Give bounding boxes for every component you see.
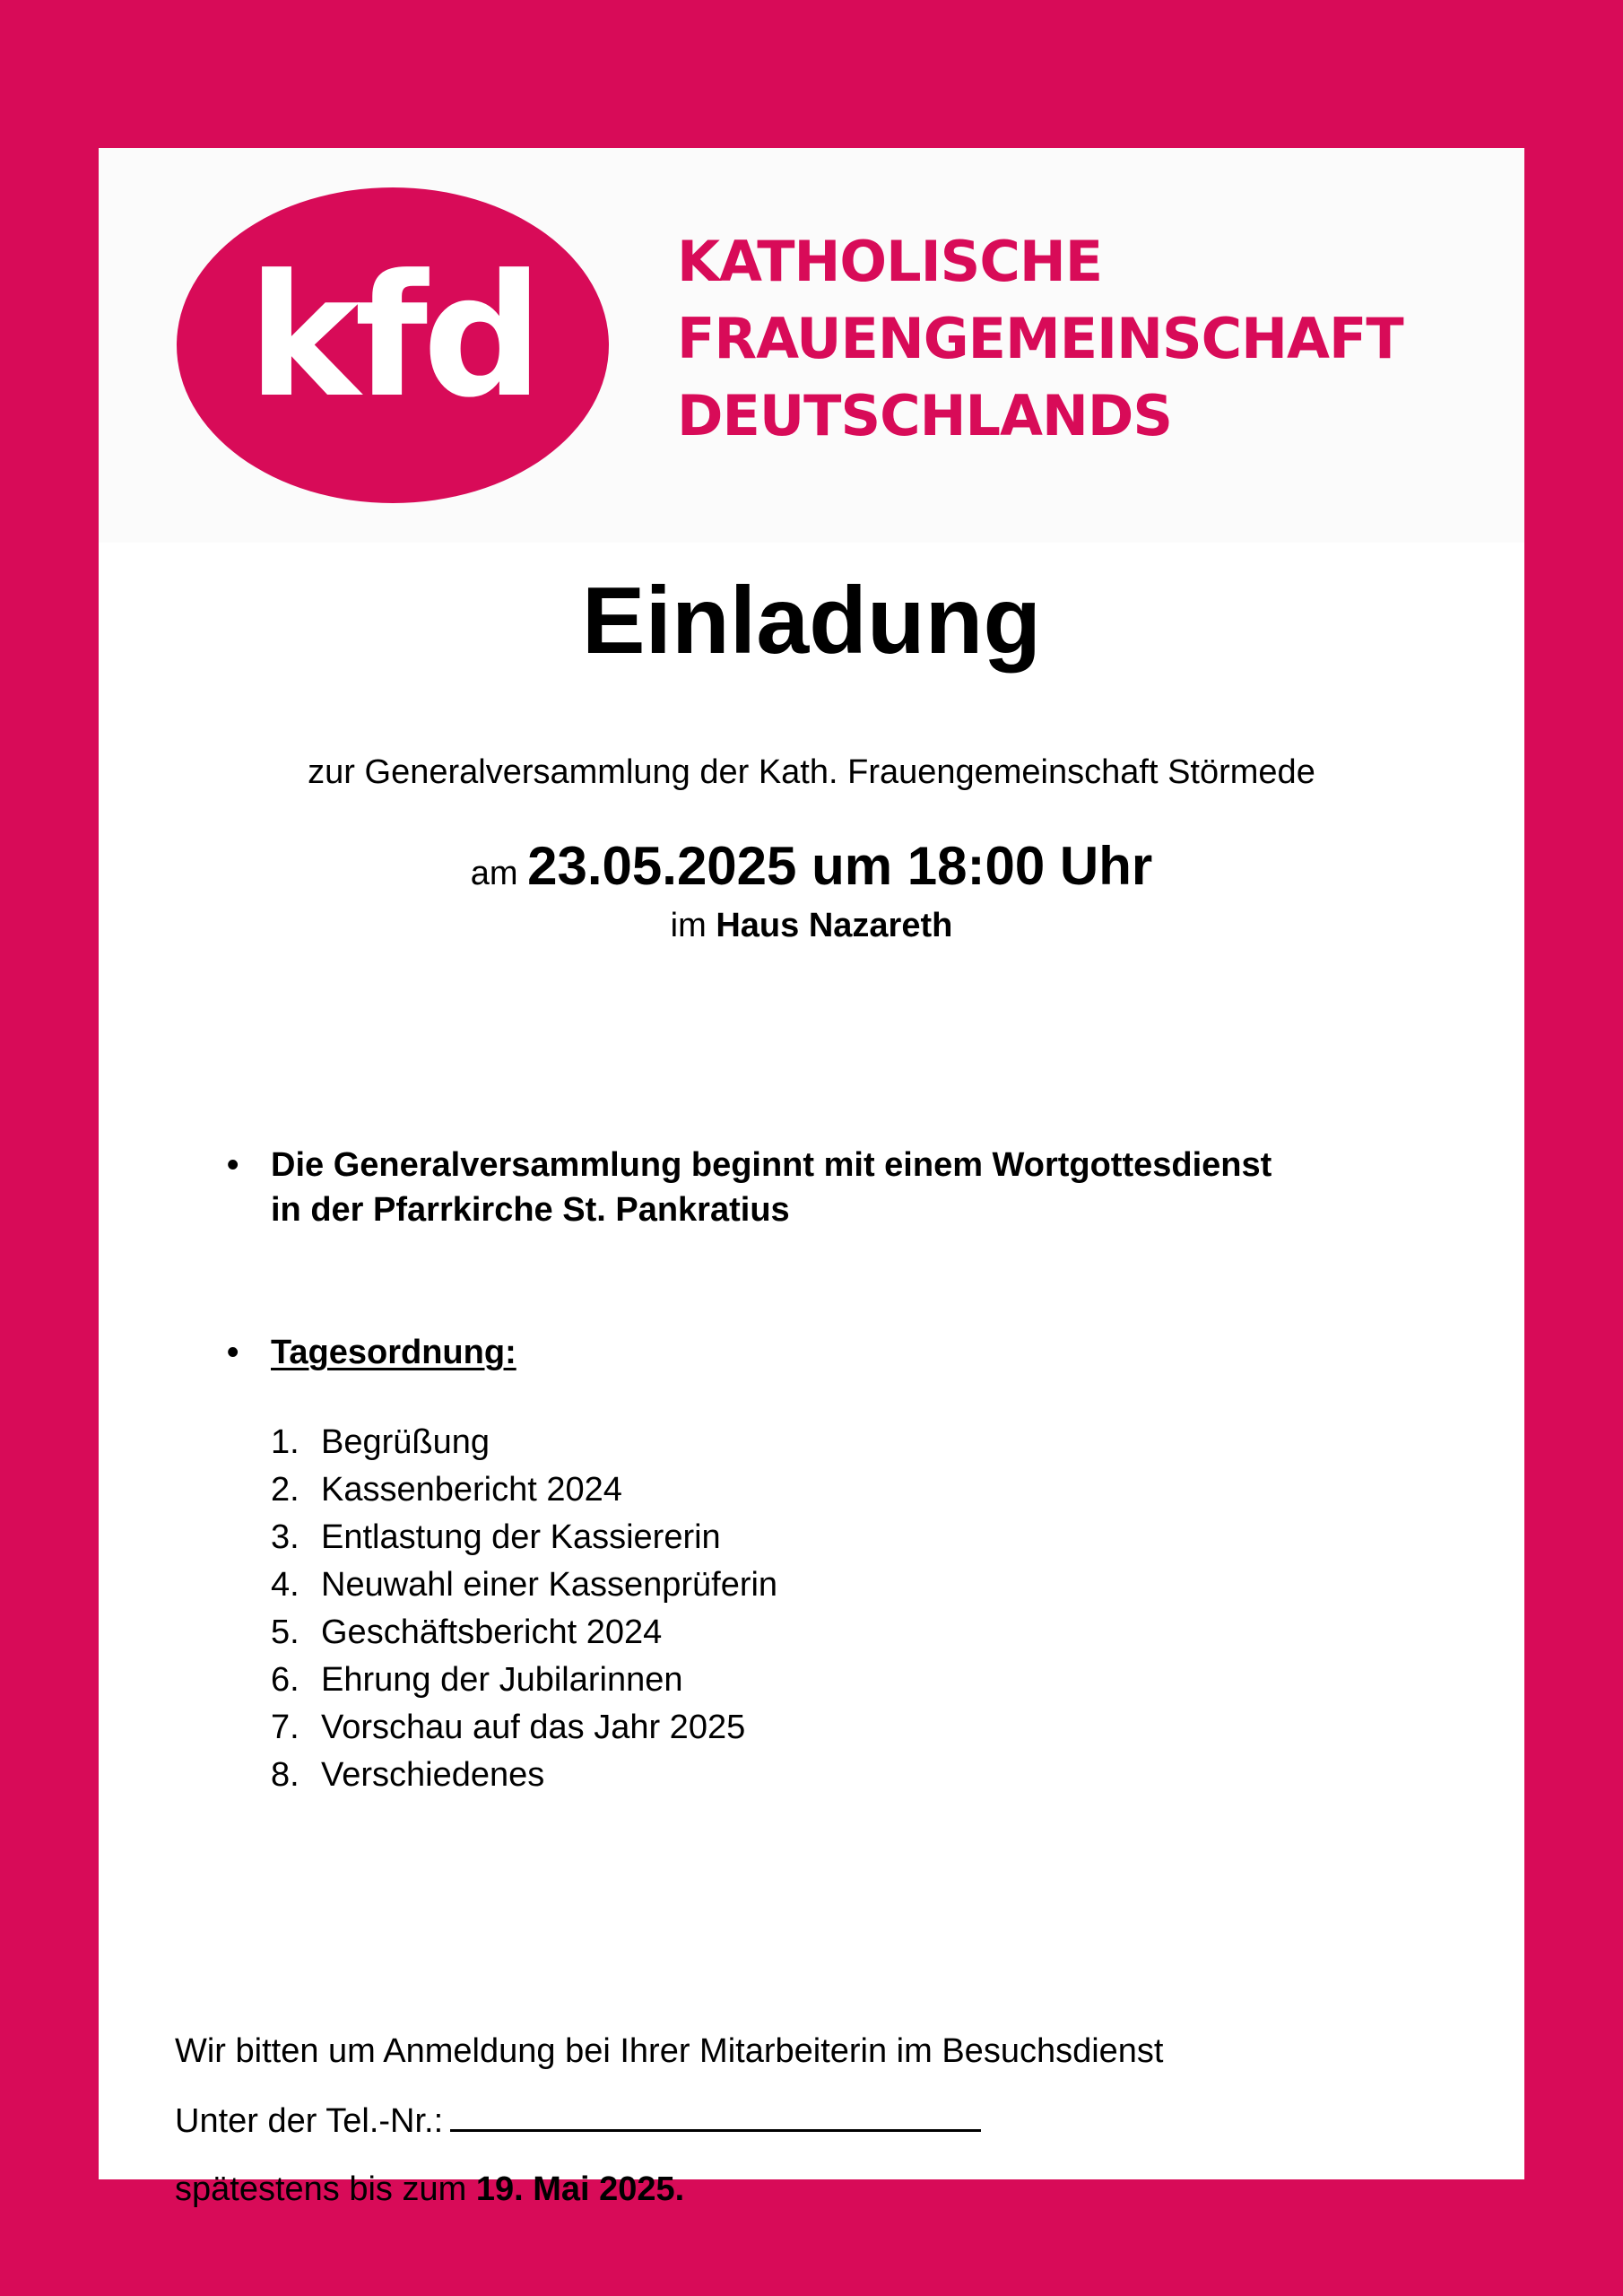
agenda-item xyxy=(271,1609,777,1657)
agenda-item-text: Entlastung der Kassiererin xyxy=(321,1518,721,1556)
agenda-item xyxy=(271,1514,777,1561)
phone-blank-line xyxy=(450,2099,981,2132)
agenda-item xyxy=(271,1657,777,1704)
service-notice xyxy=(271,1143,1436,1232)
agenda-item xyxy=(271,1752,777,1799)
place-name: Haus Nazareth xyxy=(716,907,953,944)
agenda-item-text: Geschäftsbericht 2024 xyxy=(321,1613,663,1651)
agenda-item-number: 1. xyxy=(271,1423,299,1461)
deadline-line xyxy=(175,2168,684,2211)
agenda-item xyxy=(271,1466,777,1514)
logo-band xyxy=(99,148,1524,543)
agenda-item-number: 8. xyxy=(271,1756,299,1794)
date-time: 23.05.2025 um 18:00 Uhr xyxy=(527,836,1153,896)
agenda-item xyxy=(271,1419,777,1466)
agenda-heading: Tagesordnung: xyxy=(271,1334,516,1371)
agenda-item-text: Ehrung der Jubilarinnen xyxy=(321,1661,683,1699)
agenda-item-text: Begrüßung xyxy=(321,1423,490,1461)
page-title: Einladung xyxy=(581,568,1042,674)
agenda-item-number: 6. xyxy=(271,1661,299,1699)
invitation-sheet xyxy=(99,148,1524,2208)
bullet-dot: • xyxy=(227,1334,239,1371)
registration-note: Wir bitten um Anmeldung bei Ihrer Mitarbeiterin im Besuchsdienst xyxy=(175,2032,1164,2070)
bullet-dot: • xyxy=(227,1146,239,1184)
org-name-line-1: KATHOLISCHE xyxy=(677,229,1103,294)
logo-mark: kfd xyxy=(247,239,538,435)
agenda-item-text: Verschiedenes xyxy=(321,1756,545,1794)
agenda-item-number: 5. xyxy=(271,1613,299,1651)
org-name-line-2: FRAUENGEMEINSCHAFT xyxy=(677,306,1403,371)
phone-label: Unter der Tel.-Nr.: xyxy=(175,2102,444,2140)
agenda-item-text: Kassenbericht 2024 xyxy=(321,1471,622,1509)
agenda-item xyxy=(271,1561,777,1609)
agenda-list xyxy=(271,1419,777,1799)
agenda-heading-row xyxy=(271,1330,1436,1375)
agenda-item-number: 2. xyxy=(271,1471,299,1509)
agenda-item xyxy=(271,1704,777,1752)
agenda-item-number: 7. xyxy=(271,1709,299,1746)
organization-name xyxy=(677,223,1403,455)
subtitle: zur Generalversammlung der Kath. Frauengemeinschaft Störmede xyxy=(308,753,1315,791)
agenda-item-number: 3. xyxy=(271,1518,299,1556)
deadline-date: 19. Mai 2025. xyxy=(475,2170,685,2208)
org-name-line-3: DEUTSCHLANDS xyxy=(677,383,1172,448)
agenda-item-text: Neuwahl einer Kassenprüferin xyxy=(321,1566,778,1604)
event-date xyxy=(99,834,1524,906)
event-location xyxy=(99,904,1524,947)
service-notice-line-1: Die Generalversammlung beginnt mit einem Wortgottesdienst xyxy=(271,1146,1272,1184)
kfd-logo xyxy=(177,187,609,503)
agenda-item-text: Vorschau auf das Jahr 2025 xyxy=(321,1709,746,1746)
phone-line xyxy=(175,2099,981,2143)
date-prefix: am xyxy=(470,855,518,892)
deadline-prefix: spätestens bis zum xyxy=(175,2170,467,2208)
place-prefix: im xyxy=(670,907,707,944)
agenda-item-number: 4. xyxy=(271,1566,299,1604)
service-notice-line-2: in der Pfarrkirche St. Pankratius xyxy=(271,1191,790,1229)
